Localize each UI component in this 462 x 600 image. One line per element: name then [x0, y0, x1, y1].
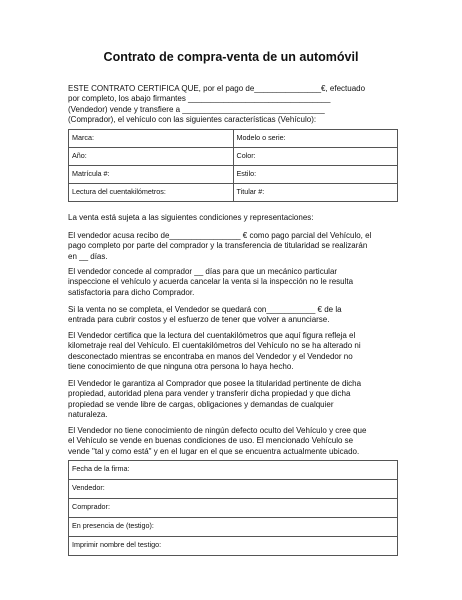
- clause-cancellation: Si la venta no se completa, el Vendedor se quedará con___________ € de la entrada para cubrir costos y el esfuerzo de tener que volver a anunciarse.: [68, 305, 342, 325]
- year-field[interactable]: Año:: [69, 148, 234, 166]
- conditions-intro: La venta está sujeta a las siguientes condiciones y representaciones:: [68, 213, 314, 222]
- odometer-field[interactable]: Lectura del cuentakilómetros:: [69, 184, 234, 202]
- document-title: Contrato de compra-venta de un automóvil: [103, 50, 359, 64]
- clause-ownership: El Vendedor le garantiza al Comprador que posee la titularidad pertinente de dicha propiedad, autoridad plena para vender y transferir dicha propiedad y que dicha propiedad se vende libre de cargas, obligaciones y demandas de cualquier naturaleza.: [68, 379, 362, 419]
- table-row: [69, 518, 398, 537]
- owner-field[interactable]: Titular #:: [233, 184, 398, 202]
- table-row: [69, 130, 398, 148]
- witness-name-field[interactable]: Imprimir nombre del testigo:: [69, 537, 398, 556]
- intro-paragraph: ESTE CONTRATO CERTIFICA QUE, por el pago de_______________€, efectuado por completo, los abajo firmantes ________________________________ (Vendedor) vende y transfiere a ________________________________ (Comprador), el vehículo con las siguientes características (Vehículo):: [68, 84, 366, 124]
- seller-signature-field[interactable]: Vendedor:: [69, 480, 398, 499]
- table-row: [69, 184, 398, 202]
- table-row: [69, 499, 398, 518]
- table-row: [69, 461, 398, 480]
- table-row: [69, 148, 398, 166]
- signature-table: [68, 460, 398, 556]
- vehicle-details-table: [68, 129, 398, 202]
- make-field[interactable]: Marca:: [69, 130, 234, 148]
- table-row: [69, 480, 398, 499]
- buyer-signature-field[interactable]: Comprador:: [69, 499, 398, 518]
- clause-inspection: El vendedor concede al comprador __ días para que un mecánico particular inspeccione el vehículo y acuerda cancelar la venta si la inspección no le resulta satisfactoria para dicho Comprador.: [68, 267, 354, 297]
- table-row: [69, 537, 398, 556]
- witness-field[interactable]: En presencia de (testigo):: [69, 518, 398, 537]
- model-field[interactable]: Modelo o serie:: [233, 130, 398, 148]
- clause-odometer: El Vendedor certifica que la lectura del cuentakilómetros que aquí figura refleja el kilometraje real del Vehículo. El cuentakilómetros del Vehículo no se ha alterado ni desconectado mientras se encontraba en manos del Vendedor y el Vendedor no tiene conocimiento de que ninguna otra persona lo haya hecho.: [68, 331, 361, 371]
- table-row: [69, 166, 398, 184]
- clause-payment: El vendedor acusa recibo de________________ € como pago parcial del Vehículo, el pago completo por parte del comprador y la transferencia de titularidad se realizarán en __ días.: [68, 231, 372, 261]
- style-field[interactable]: Estilo:: [233, 166, 398, 184]
- color-field[interactable]: Color:: [233, 148, 398, 166]
- plate-field[interactable]: Matrícula #:: [69, 166, 234, 184]
- clause-condition: El Vendedor no tiene conocimiento de ningún defecto oculto del Vehículo y cree que el Vehículo se vende en buenas condiciones de uso. El mencionado Vehículo se vende "tal y como está" y en el lugar en el que se encuentra actualmente ubicado.: [68, 426, 367, 456]
- signing-date-field[interactable]: Fecha de la firma:: [69, 461, 398, 480]
